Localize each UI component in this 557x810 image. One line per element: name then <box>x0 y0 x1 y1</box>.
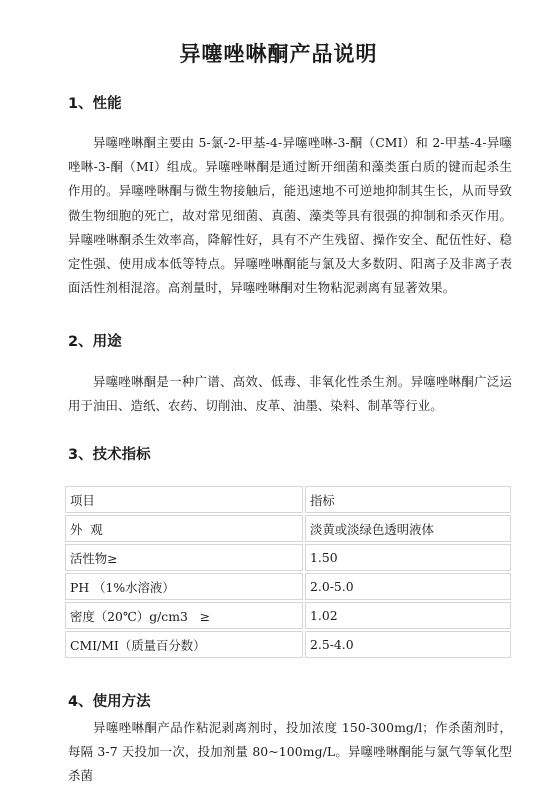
table-row <box>65 602 511 629</box>
spec-value-cell: 2.0-5.0 <box>305 573 511 600</box>
spec-header-item: 项目 <box>65 486 303 513</box>
section-heading-performance: 1、性能 <box>68 96 122 112</box>
table-row <box>65 573 511 600</box>
section-heading-method: 4、使用方法 <box>68 694 151 710</box>
spec-value-cell: 1.02 <box>305 602 511 629</box>
document-title: 异噻唑啉酮产品说明 <box>179 42 378 66</box>
spec-value-cell: 1.50 <box>305 544 511 571</box>
spec-table-header-row <box>65 486 511 513</box>
section-paragraph-method: 异噻唑啉酮产品作粘泥剥离剂时，投加浓度 150-300mg/l；作杀菌剂时，每隔 3-7 天投加一次，投加剂量 80~100mg/L。异噻唑啉酮能与氯气等氧化型杀菌 <box>68 720 512 784</box>
spec-item-cell: 外 观 <box>65 515 303 542</box>
spec-header-value: 指标 <box>305 486 511 513</box>
spec-value-cell: 2.5-4.0 <box>305 631 511 658</box>
spec-table <box>63 484 513 660</box>
section-paragraph-performance: 异噻唑啉酮主要由 5-氯-2-甲基-4-异噻唑啉-3-酮（CMI）和 2-甲基-4-异噻唑啉-3-酮（MI）组成。异噻唑啉酮是通过断开细菌和藻类蛋白质的键而起杀生作用的。异噻唑啉酮与微生物接触后，能迅速地不可逆地抑制其生长，从而导致微生物细胞的死亡，故对常见细菌、真菌、藻类等具有很强的抑制和杀灭作用。异噻唑啉酮杀生效率高，降解性好，具有不产生残留、操作安全、配伍性好、稳定性强、使用成本低等特点。异噻唑啉酮能与氯及大多数阴、阳离子及非离子表面活性剂相混溶。高剂量时，异噻唑啉酮对生物粘泥剥离有显著效果。 <box>68 135 512 296</box>
spec-item-cell: 密度（20℃）g/cm3 ≥ <box>65 602 303 629</box>
spec-item-cell: 活性物≥ <box>65 544 303 571</box>
spec-item-cell: PH （1%水溶液） <box>65 573 303 600</box>
table-row <box>65 515 511 542</box>
section-paragraph-usage: 异噻唑啉酮是一种广谱、高效、低毒、非氧化性杀生剂。异噻唑啉酮广泛运用于油田、造纸、农药、切削油、皮革、油墨、染料、制革等行业。 <box>68 374 512 414</box>
table-row <box>65 544 511 571</box>
section-heading-usage: 2、用途 <box>68 334 122 350</box>
section-heading-specs: 3、技术指标 <box>68 447 151 463</box>
spec-item-cell: CMI/MI（质量百分数） <box>65 631 303 658</box>
table-row <box>65 631 511 658</box>
spec-value-cell: 淡黄或淡绿色透明液体 <box>305 515 511 542</box>
